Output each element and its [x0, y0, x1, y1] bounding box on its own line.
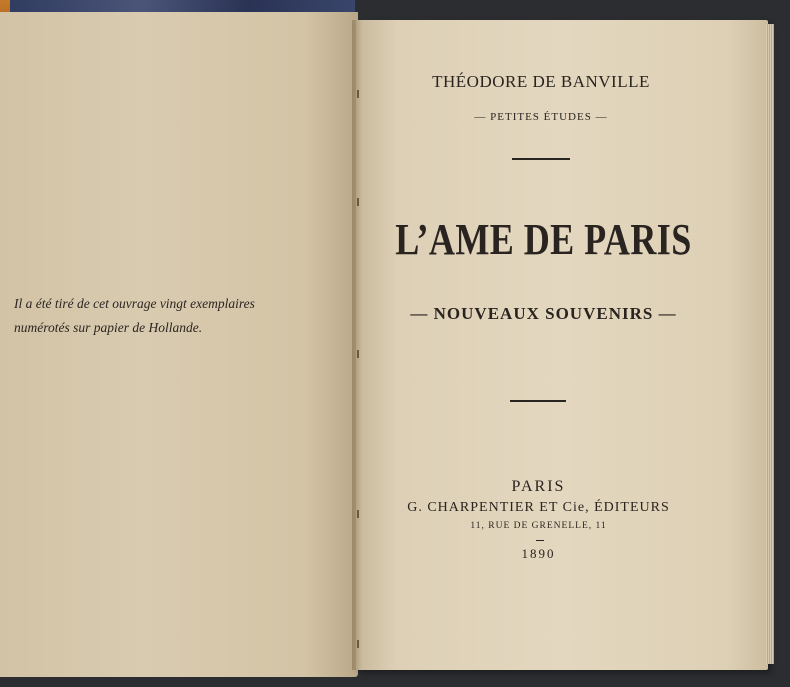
book-title: L’AME DE PARIS	[395, 215, 692, 264]
publisher-address: 11, RUE DE GRENELLE, 11	[470, 521, 607, 531]
binding-stitch	[357, 350, 359, 358]
year-dash	[536, 540, 544, 541]
binding-stitch	[357, 640, 359, 648]
book-subtitle: — NOUVEAUX SOUVENIRS —	[410, 304, 677, 323]
note-line-1: Il a été tiré de cet ouvrage vingt exemplaires	[14, 296, 255, 311]
page-edges	[766, 24, 774, 664]
left-page	[0, 12, 358, 677]
binding-stitch	[357, 198, 359, 206]
limited-edition-note	[14, 292, 255, 340]
publisher: G. CHARPENTIER ET Cie, ÉDITEURS	[407, 500, 670, 515]
divider-rule-bottom	[510, 400, 566, 402]
publication-year: 1890	[521, 546, 556, 561]
divider-rule-top	[512, 158, 570, 160]
author-name: THÉODORE DE BANVILLE	[432, 72, 650, 91]
publication-city: PARIS	[511, 478, 566, 495]
series-name: — PETITES ÉTUDES —	[474, 111, 608, 123]
note-line-2: numérotés sur papier de Hollande.	[14, 320, 203, 335]
